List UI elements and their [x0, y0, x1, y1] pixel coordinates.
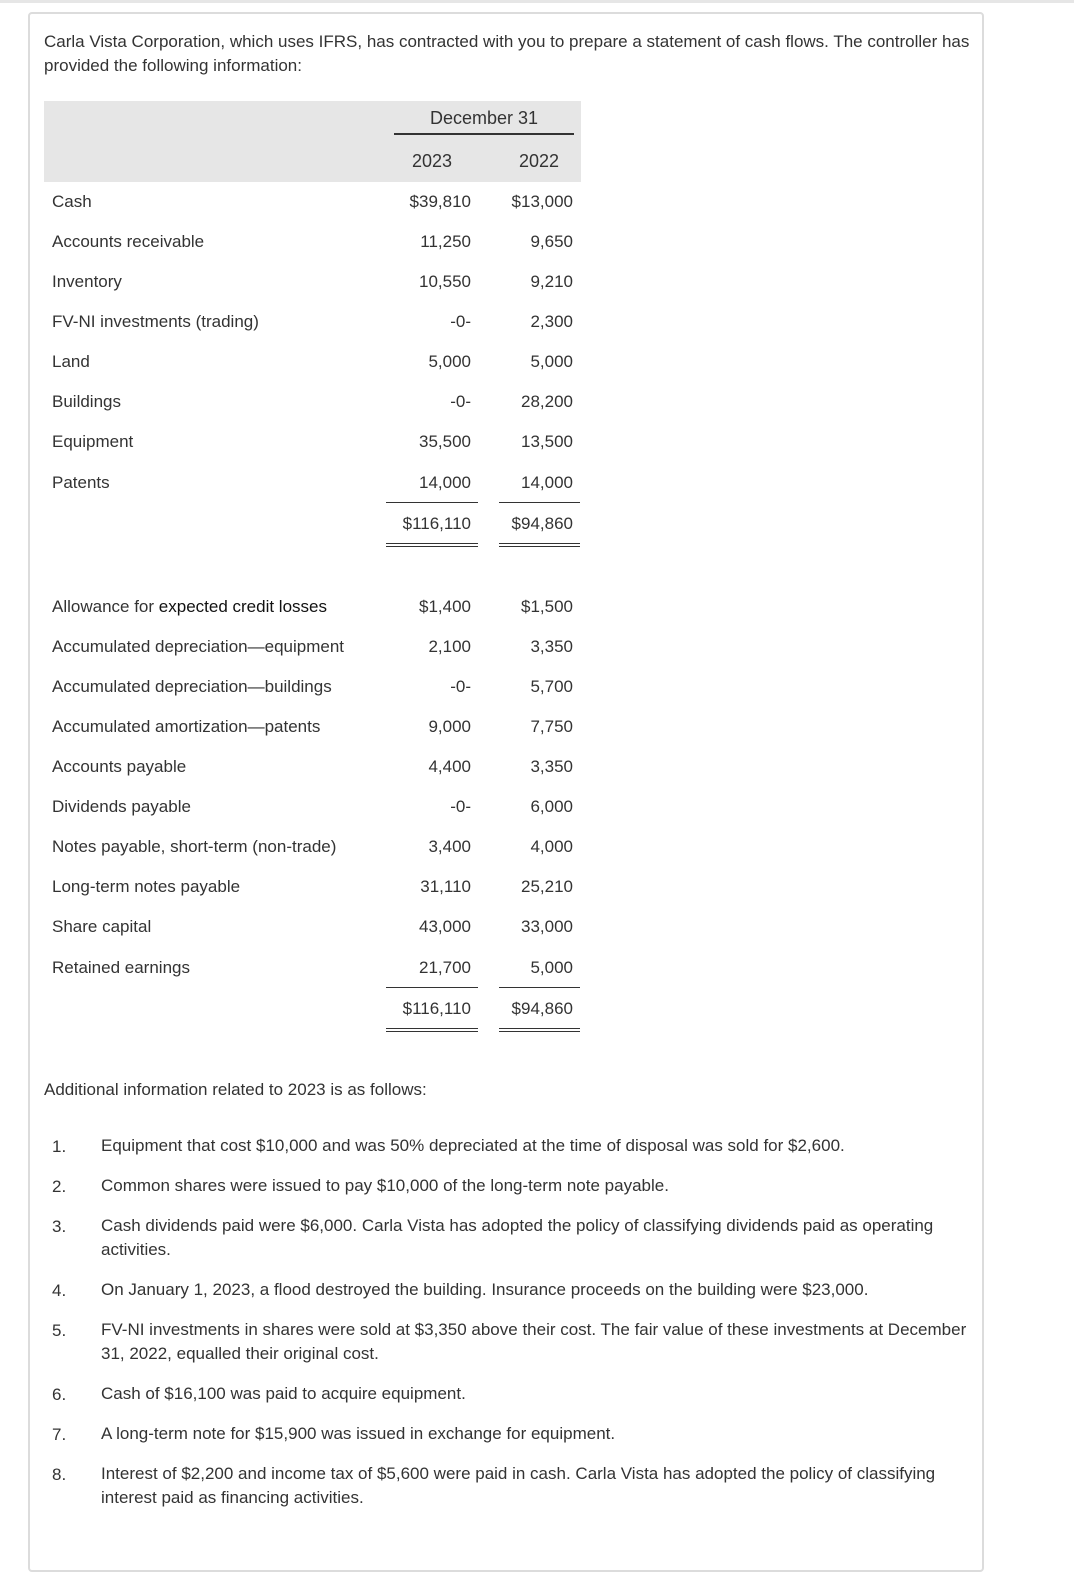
- list-item: Equipment that cost $10,000 and was 50% depreciated at the time of disposal was sold for $2,600.: [101, 1136, 845, 1155]
- assets-total-2023: $116,110: [402, 514, 471, 533]
- total-double-rule: [499, 1028, 580, 1032]
- value-2022: 13,500: [521, 432, 573, 451]
- list-item: FV-NI investments in shares were sold at $3,350 above their cost. The fair value of these investments at December 31, 2022, equalled their original cost.: [101, 1320, 967, 1363]
- list-item: Cash dividends paid were $6,000. Carla Vista has adopted the policy of classifying dividends paid as operating activities.: [101, 1216, 934, 1259]
- subtotal-rule: [386, 987, 478, 988]
- list-item: Interest of $2,200 and income tax of $5,600 were paid in cash. Carla Vista has adopted the policy of classifying interest paid as financing activities.: [101, 1464, 936, 1507]
- row-label: Patents: [52, 473, 110, 492]
- value-2022: 7,750: [530, 717, 573, 736]
- row-label: Accounts receivable: [52, 232, 205, 251]
- value-2023: 35,500: [419, 432, 471, 451]
- value-2023: 9,000: [428, 717, 471, 736]
- assets-total-2022: $94,860: [511, 514, 573, 533]
- subtotal-rule: [499, 987, 580, 988]
- value-2022: 3,350: [530, 637, 573, 656]
- top-divider: [0, 0, 1074, 3]
- row-label: Buildings: [52, 392, 121, 411]
- list-item: Common shares were issued to pay $10,000 of the long-term note payable.: [101, 1176, 669, 1195]
- row-label: Cash: [52, 192, 92, 211]
- value-2023: -0-: [450, 312, 471, 331]
- value-2023: 3,400: [428, 837, 471, 856]
- expected-credit-losses-term: expected credit losses: [158, 597, 327, 616]
- row-label: Inventory: [52, 272, 122, 291]
- year-2022-header: 2022: [518, 151, 560, 171]
- value-2023: 5,000: [428, 352, 471, 371]
- value-2023: 43,000: [419, 917, 471, 936]
- value-2023: $39,810: [409, 192, 471, 211]
- value-2023: -0-: [450, 392, 471, 411]
- list-item-number: 8.: [52, 1465, 67, 1484]
- date-header-underline: [394, 133, 574, 135]
- year-2023-header: 2023: [411, 151, 453, 171]
- row-label: Equipment: [52, 432, 134, 451]
- row-label: Accumulated depreciation—buildings: [52, 677, 332, 696]
- row-label: Accumulated depreciation—equipment: [52, 637, 345, 656]
- allowance-prefix: Allowance for: [52, 597, 159, 616]
- row-label: Land: [52, 352, 90, 371]
- row-label: FV-NI investments (trading): [52, 312, 259, 331]
- row-label: Long-term notes payable: [52, 877, 241, 896]
- list-item: Cash of $16,100 was paid to acquire equipment.: [101, 1384, 466, 1403]
- value-2022: 5,000: [530, 352, 573, 371]
- value-2023: -0-: [450, 677, 471, 696]
- value-2022: 3,350: [530, 757, 573, 776]
- list-item: On January 1, 2023, a flood destroyed the building. Insurance proceeds on the building were $23,000.: [101, 1280, 869, 1299]
- list-item-number: 6.: [52, 1385, 67, 1404]
- value-2022: $13,000: [511, 192, 573, 211]
- value-2022: 4,000: [530, 837, 573, 856]
- value-2023: -0-: [450, 797, 471, 816]
- row-label: Notes payable, short-term (non-trade): [52, 837, 337, 856]
- list-item-number: 4.: [52, 1281, 67, 1300]
- total-double-rule: [386, 543, 478, 547]
- list-item-number: 5.: [52, 1321, 67, 1340]
- value-2022: 9,650: [530, 232, 573, 251]
- list-item-number: 2.: [52, 1177, 67, 1196]
- list-item-number: 7.: [52, 1425, 67, 1444]
- value-2023: 2,100: [428, 637, 471, 656]
- row-label: Retained earnings: [52, 958, 190, 977]
- value-2022: $1,500: [521, 597, 573, 616]
- total-double-rule: [499, 543, 580, 547]
- row-label: Accounts payable: [52, 757, 187, 776]
- intro-text: Carla Vista Corporation, which uses IFRS, has contracted with you to prepare a statement of cash flows. The controller has provided the following information:: [44, 32, 970, 75]
- value-2022: 9,210: [530, 272, 573, 291]
- total-double-rule: [386, 1028, 478, 1032]
- row-label: Accumulated amortization—patents: [52, 717, 321, 736]
- value-2023: $1,400: [419, 597, 471, 616]
- row-label: Share capital: [52, 917, 152, 936]
- value-2023: 4,400: [428, 757, 471, 776]
- value-2023: 10,550: [419, 272, 471, 291]
- value-2022: 33,000: [521, 917, 573, 936]
- date-header: December 31: [429, 108, 539, 128]
- value-2022: 6,000: [530, 797, 573, 816]
- value-2022: 25,210: [521, 877, 573, 896]
- value-2023: 21,700: [419, 958, 471, 977]
- value-2023: 31,110: [420, 877, 471, 896]
- value-2022: 2,300: [530, 312, 573, 331]
- subtotal-rule: [499, 502, 580, 503]
- value-2022: 5,000: [530, 958, 573, 977]
- subtotal-rule: [386, 502, 478, 503]
- value-2023: 14,000: [419, 473, 471, 492]
- list-item-number: 3.: [52, 1217, 67, 1236]
- row-label-allowance: [52, 596, 327, 618]
- list-item-number: 1.: [52, 1137, 67, 1156]
- list-item: A long-term note for $15,900 was issued in exchange for equipment.: [101, 1424, 616, 1443]
- liabilities-total-2022: $94,860: [511, 999, 573, 1018]
- liabilities-total-2023: $116,110: [402, 999, 471, 1018]
- row-label: Dividends payable: [52, 797, 191, 816]
- value-2023: 11,250: [420, 232, 471, 251]
- value-2022: 14,000: [521, 473, 573, 492]
- value-2022: 5,700: [530, 677, 573, 696]
- value-2022: 28,200: [521, 392, 573, 411]
- additional-info-heading: Additional information related to 2023 is as follows:: [44, 1080, 427, 1099]
